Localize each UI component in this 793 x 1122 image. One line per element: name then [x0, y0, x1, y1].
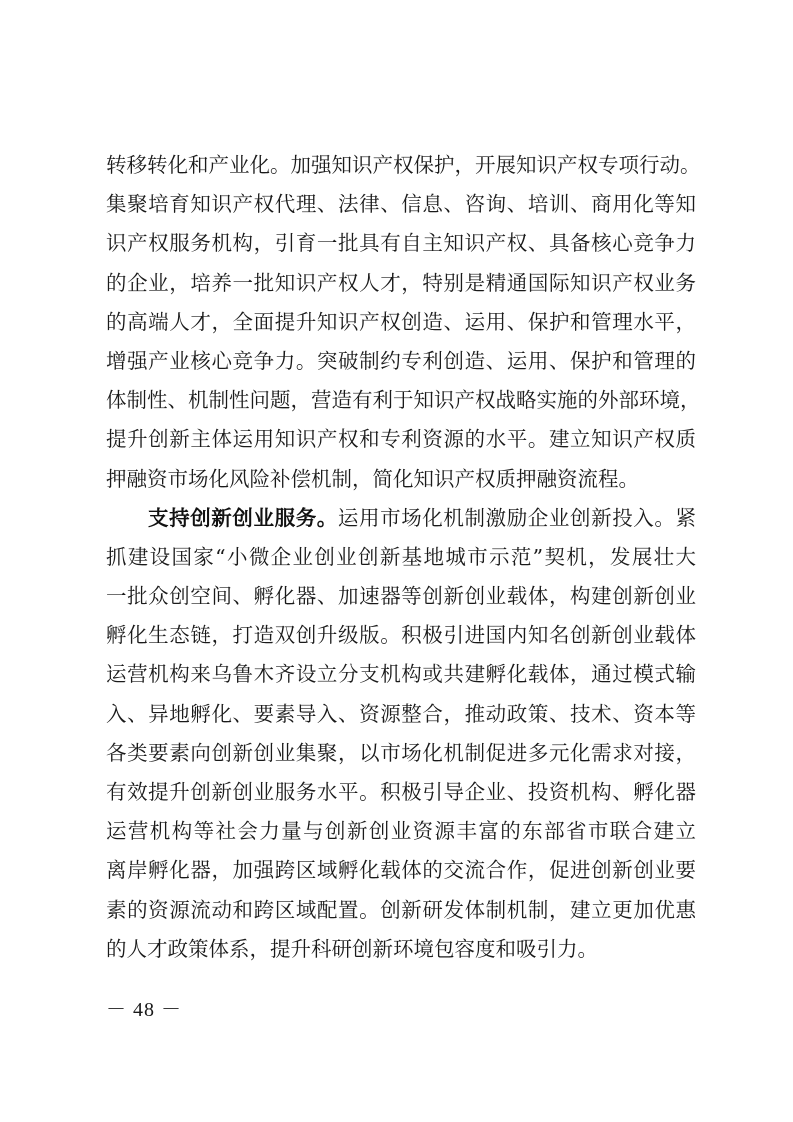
text-line: 孵化生态链，打造双创升级版。积极引进国内知名创新创业载体 [106, 623, 696, 648]
page-number: － 48 － [106, 999, 182, 1021]
text-line: 有效提升创新创业服务水平。积极引导企业、投资机构、孵化器 [106, 780, 696, 804]
text-line: 转移转化和产业化。加强知识产权保护，开展知识产权专项行动。 [106, 153, 701, 177]
paragraph-lead-text: 运用市场化机制激励企业创新投入。紧 [337, 505, 697, 530]
text-line: 素的资源流动和跨区域配置。创新研发体制机制，建立更加优惠 [106, 897, 696, 922]
text-line: 的人才政策体系，提升科研创新环境包容度和吸引力。 [106, 936, 598, 961]
paragraph-heading: 支持创新创业服务。 [148, 505, 338, 530]
text-line: 离岸孵化器，加强跨区域孵化载体的交流合作，促进创新创业要 [106, 858, 696, 883]
text-line: 抓建设国家“小微企业创业创新基地城市示范”契机，发展壮大 [106, 544, 696, 569]
text-line: 押融资市场化风险补偿机制，简化知识产权质押融资流程。 [106, 466, 639, 491]
text-line: 的企业，培养一批知识产权人才，特别是精通国际知识产权业务 [106, 270, 696, 295]
paragraph-intellectual-property [106, 146, 701, 499]
text-line: 体制性、机制性问题，营造有利于知识产权战略实施的外部环境， [106, 388, 701, 413]
text-line: 运营机构等社会力量与创新创业资源丰富的东部省市联合建立 [106, 819, 696, 844]
text-line-first [106, 499, 696, 538]
text-line: 一批众创空间、孵化器、加速器等创新创业载体，构建创新创业 [106, 584, 696, 609]
body-text [106, 146, 701, 969]
paragraph-innovation-services [106, 499, 696, 969]
text-line: 运营机构来乌鲁木齐设立分支机构或共建孵化载体，通过模式输 [106, 662, 696, 687]
text-line: 的高端人才，全面提升知识产权创造、运用、保护和管理水平， [106, 309, 696, 334]
text-line: 集聚培育知识产权代理、法律、信息、咨询、培训、商用化等知 [106, 192, 696, 217]
text-line: 提升创新主体运用知识产权和专利资源的水平。建立知识产权质 [106, 427, 696, 452]
text-line: 识产权服务机构，引育一批具有自主知识产权、具备核心竞争力 [106, 231, 696, 256]
text-line: 增强产业核心竞争力。突破制约专利创造、运用、保护和管理的 [106, 348, 696, 373]
text-line: 各类要素向创新创业集聚，以市场化机制促进多元化需求对接， [106, 740, 696, 765]
text-line: 入、异地孵化、要素导入、资源整合，推动政策、技术、资本等 [106, 701, 696, 726]
